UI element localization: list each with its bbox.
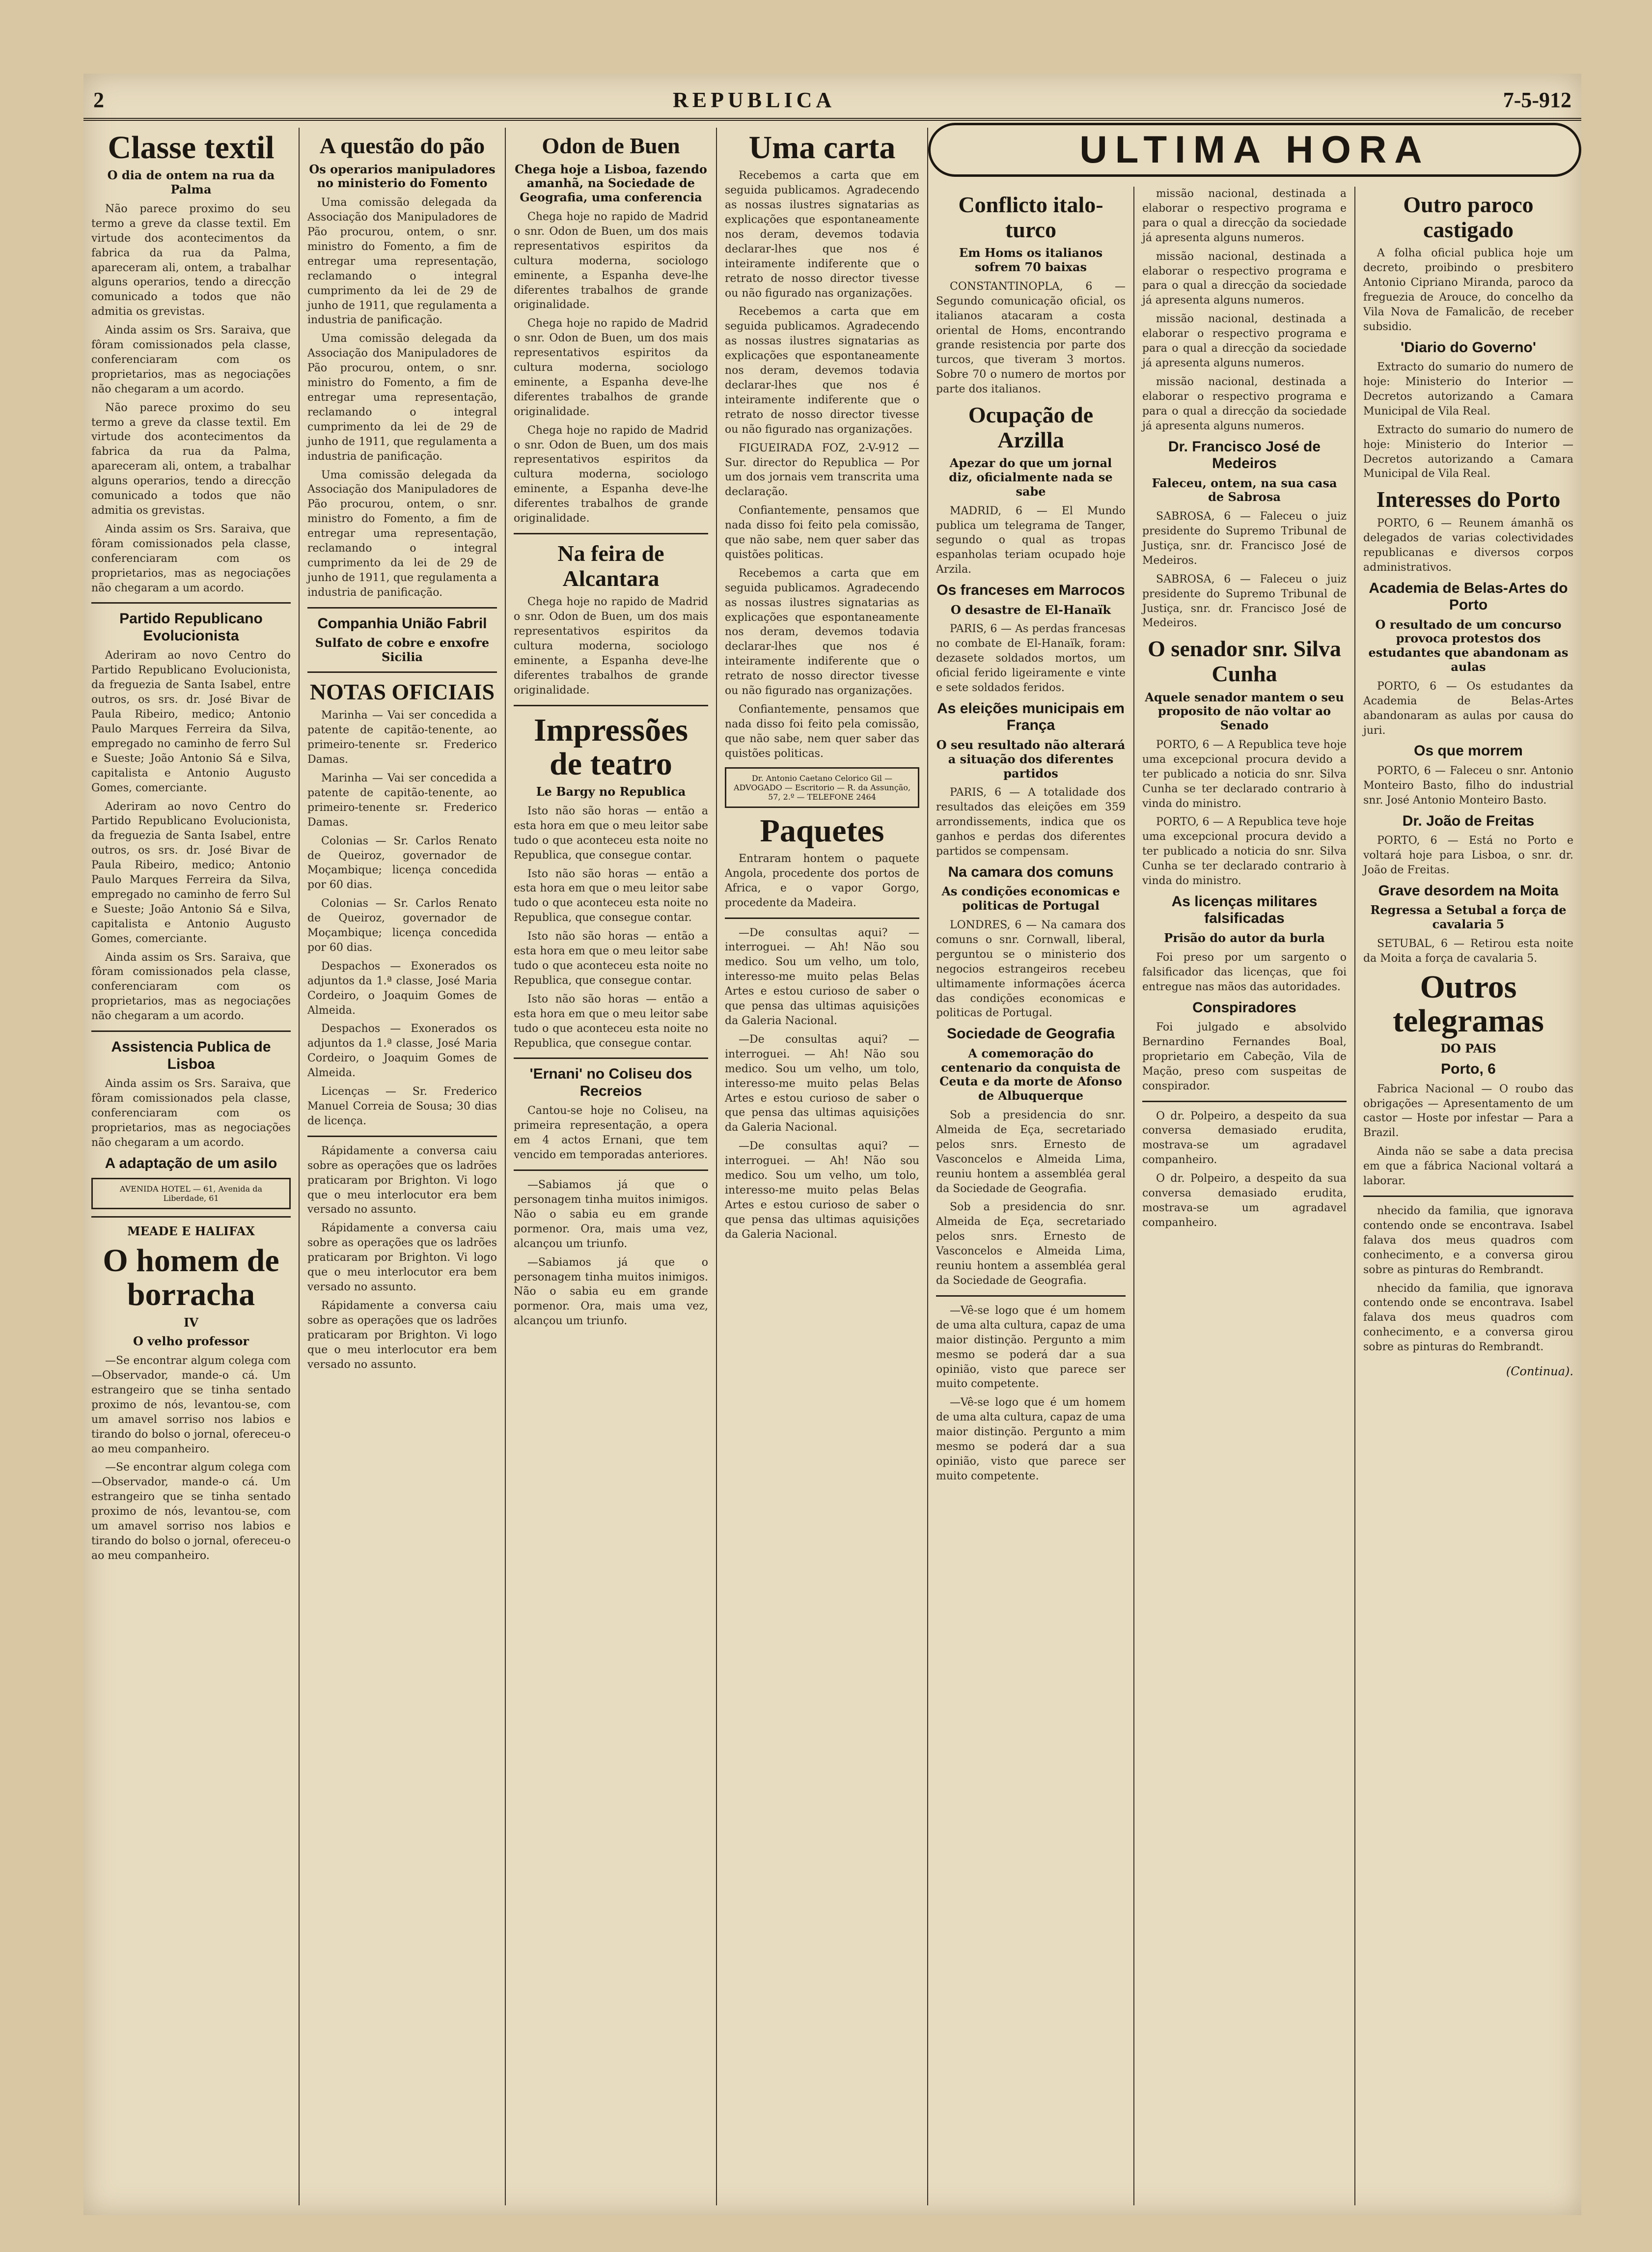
continua-note: (Continua). xyxy=(1506,1364,1573,1379)
headline-conspiradores: Conspiradores xyxy=(1192,999,1296,1016)
paragraph: missão nacional, destinada a elaborar o respectivo programa e para o qual a direcção da sociedade já apresenta alguns numeros. xyxy=(1142,313,1347,369)
paragraph: Isto não são horas — então a esta hora em que o meu leitor sabe tudo o que aconteceu esta noite no Republica, que consegue contar. xyxy=(514,993,708,1050)
paragraph: PARIS, 6 — A totalidade dos resultados das eleições em 359 arrondissements, indica que os ganhos e perdas dos diferentes partidos se compensam. xyxy=(936,786,1126,858)
paragraph: —Sabiamos já que o personagem tinha muitos inimigos. Não o sabia eu em grande pormenor. Ora, mais uma vez, alcançou um triunfo. xyxy=(514,1256,708,1328)
subhead: A comemoração do centenario da conquista de Ceuta e da morte de Afonso de Albuquerque xyxy=(939,1046,1122,1103)
column-7 xyxy=(1355,187,1581,2205)
divider xyxy=(307,671,497,673)
divider xyxy=(725,917,919,919)
divider xyxy=(91,602,291,604)
headline-paquetes: Paquetes xyxy=(760,812,884,849)
divider xyxy=(514,1057,708,1059)
paragraph: Ainda assim os Srs. Saraiva, que fôram comissionados pela classe, conferenciaram com os proprietarios, mas as negociações não chegaram a um acordo. xyxy=(91,951,291,1023)
paragraph: Ainda não se sabe a data precisa em que a fábrica Nacional voltará a laborar. xyxy=(1363,1145,1573,1188)
paragraph: Marinha — Vai ser concedida a patente de capitão-tenente, ao primeiro-tenente sr. Frederico Damas. xyxy=(307,772,497,829)
headline-asilo: A adaptação de um asilo xyxy=(105,1155,277,1171)
divider xyxy=(307,607,497,609)
headline-diario-governo: 'Diario do Governo' xyxy=(1401,339,1536,356)
folhetim-authors: MEADE E HALIFAX xyxy=(127,1224,255,1239)
paragraph: —De consultas aqui? — interroguei. — Ah! Não sou medico. Sou um velho, um tolo, interesso-me muito pelas Belas Artes e estou curioso de saber o que pensa das ultimas aquisições da Galeria Nacional. xyxy=(725,926,919,1027)
paragraph: PORTO, 6 — A Republica teve hoje uma excepcional procura devido a ter publicado a noticia do snr. Silva Cunha se ter declarado contrario à vinda do ministro. xyxy=(1142,738,1347,810)
paragraph: Confiantemente, pensamos que nada disso foi feito pela comissão, que não sabe, nem quer saber das quistões politicas. xyxy=(725,504,919,561)
paragraph: Licenças — Sr. Frederico Manuel Correia de Sousa; 30 dias de licença. xyxy=(307,1085,497,1127)
paragraph: PORTO, 6 — Faleceu o snr. Antonio Monteiro Basto, filho do industrial snr. José Antonio Monteiro Basto. xyxy=(1363,764,1573,806)
paragraph: Confiantemente, pensamos que nada disso foi feito pela comissão, que não sabe, nem quer saber das quistões politicas. xyxy=(725,703,919,760)
chapter-number: IV xyxy=(184,1315,198,1330)
paragraph: Fabrica Nacional — O roubo das obrigações — Apresentamento de um castor — Hoste por infestar — Para a Brazil. xyxy=(1363,1083,1573,1140)
paragraph: Isto não são horas — então a esta hora em que o meu leitor sabe tudo o que aconteceu esta noite no Republica, que consegue contar. xyxy=(514,930,708,987)
paragraph: —De consultas aqui? — interroguei. — Ah! Não sou medico. Sou um velho, um tolo, interesso-me muito pelas Belas Artes e estou curioso de saber o que pensa das ultimas aquisições da Galeria Nacional. xyxy=(725,1140,919,1241)
headline-licencas: As licenças militares falsificadas xyxy=(1171,893,1318,927)
headline-joao-freitas: Dr. João de Freitas xyxy=(1402,812,1535,829)
paragraph: Ainda assim os Srs. Saraiva, que fôram comissionados pela classe, conferenciaram com os proprietarios, mas as negociações não chegaram a um acordo. xyxy=(91,324,291,395)
paragraph: Recebemos a carta que em seguida publicamos. Agradecendo as nossas ilustres signatarias as explicações que espontaneamente nos deram, devemos todavia declarar-lhes que nos é inteiramente indiferente que o retrato de nosso director tivesse ou não figurado nas organizações. xyxy=(725,169,919,300)
ultima-hora-banner: ULTIMA HORA xyxy=(928,123,1581,177)
paragraph: Uma comissão delegada da Associação dos Manipuladores de Pão procurou, ontem, o snr. ministro do Fomento, a fim de entregar uma representação, reclamando o integral cumprimento da lei de 29 de junho de 1911, que regulamenta a industria de panificação. xyxy=(307,333,497,463)
paragraph: FIGUEIRADA FOZ, 2-V-912 — Sur. director do Republica — Por um dos jornais vem transcrita uma declaração. xyxy=(725,442,919,499)
paragraph: —Vê-se logo que é um homem de uma alta cultura, capaz de uma maior distinção. Pergunto a mim mesmo se poderá dar a sua opinião, visto que parece ser muito competente. xyxy=(936,1304,1126,1390)
subhead: O dia de ontem na rua da Palma xyxy=(107,168,275,197)
headline-conflicto: Conflicto italo-turco xyxy=(958,192,1103,242)
divider xyxy=(514,1169,708,1171)
subhead: Prisão do autor da burla xyxy=(1164,930,1325,945)
paragraph: Foi julgado e absolvido Bernardino Fernandes Boal, proprietario em Cabeção, Vila de Mação, preso com suspeitas de conspirador. xyxy=(1142,1021,1347,1092)
paragraph: Extracto do sumario do numero de hoje: Ministerio do Interior — Decretos autorizando a Camara Municipal de Vila Real. xyxy=(1363,361,1573,417)
paragraph: CONSTANTINOPLA, 6 — Segundo comunicação oficial, os italianos atacaram a costa oriental de Homs, encontrando grande resistencia por parte dos turcos, que tiveram 3 mortos. Sobre 70 o numero de mortos por parte dos italianos. xyxy=(936,280,1126,396)
subhead: O seu resultado não alterará a situação dos diferentes partidos xyxy=(936,737,1126,780)
paragraph: Sob a presidencia do snr. Almeida de Eça, secretariado pelos snrs. Ernesto de Vasconcelos e Almeida Lima, reuniu hontem a assembléa geral da Sociedade de Geografia. xyxy=(936,1109,1126,1195)
paragraph: Marinha — Vai ser concedida a patente de capitão-tenente, ao primeiro-tenente sr. Frederico Damas. xyxy=(307,709,497,766)
paragraph: Chega hoje no rapido de Madrid o snr. Odon de Buen, um dos mais representativos espiritos da cultura moderna, sociologo eminente, a Espanha deve-lhe diferentes trabalhos de grande originalidade. xyxy=(514,596,708,696)
subhead: Le Bargy no Republica xyxy=(536,784,686,799)
paragraph: —Se encontrar algum colega com—Observador, mande-o cá. Um estrangeiro que se tinha sentado proximo de nós, levantou-se, com um amavel sorriso nos labios e tirando do bolso o jornal, ofereceu-o ao meu companheiro. xyxy=(91,1355,291,1455)
subhead: Os operarios manipuladores no ministerio do Fomento xyxy=(309,162,496,191)
paragraph: Recebemos a carta que em seguida publicamos. Agradecendo as nossas ilustres signatarias as explicações que espontaneamente nos deram, devemos todavia declarar-lhes que nos é inteiramente indiferente que o retrato de nosso director tivesse ou não figurado nas organizações. xyxy=(725,567,919,697)
paragraph: SABROSA, 6 — Faleceu o juiz presidente do Supremo Tribunal de Justiça, snr. dr. Francisco José de Medeiros. xyxy=(1142,573,1347,630)
paragraph: Aderiram ao novo Centro do Partido Republicano Evolucionista, da freguezia de Santa Isabel, entre outros, os srs. dr. José Bivar de Paula Ribeiro, medico; Antonio Paulo Marques Ferreira da Silva, empregado no caminho de ferro Sul e Sueste; João Antonio Sá e Silva, capitalista e Antonio Augusto Gomes, comerciante. xyxy=(91,649,291,794)
paragraph: PORTO, 6 — A Republica teve hoje uma excepcional procura devido a ter publicado a noticia do snr. Silva Cunha se ter declarado contrario à vinda do ministro. xyxy=(1142,816,1347,888)
divider xyxy=(1363,1196,1573,1197)
headline-assistencia: Assistencia Publica de Lisboa xyxy=(111,1039,271,1072)
headline-partido: Partido Republicano Evolucionista xyxy=(119,611,263,644)
paragraph: O dr. Polpeiro, a despeito da sua conversa demasiado erudita, mostrava-se um agradavel companheiro. xyxy=(1142,1172,1347,1229)
chapter-title: O velho professor xyxy=(133,1334,249,1349)
paragraph: Uma comissão delegada da Associação dos Manipuladores de Pão procurou, ontem, o snr. ministro do Fomento, a fim de entregar uma representação, reclamando o integral cumprimento da lei de 29 de junho de 1911, que regulamenta a industria de panificação. xyxy=(307,469,497,599)
masthead xyxy=(83,83,1581,121)
paragraph: PORTO, 6 — Os estudantes da Academia de Belas-Artes abandonaram as aulas por causa do juri. xyxy=(1363,680,1573,737)
paragraph: Despachos — Exonerados os adjuntos da 1.ª classe, José Maria Cordeiro, o Joaquim Gomes de Almeida. xyxy=(307,960,497,1017)
paragraph: Não parece proximo do seu termo a greve da classe textil. Em virtude dos acontecimentos da fabrica da rua da Palma, apareceram ali, ontem, a trabalhar alguns operarios, tendo a direcção comunicado a todos que não admitia os grevistas. xyxy=(91,401,291,517)
divider xyxy=(514,705,708,706)
headline-interesses-porto: Interesses do Porto xyxy=(1376,487,1561,512)
headline-homem-borracha: O homem de borracha xyxy=(103,1242,279,1313)
subhead: O desastre de El-Hanaïk xyxy=(951,602,1111,617)
column-1 xyxy=(83,128,300,2205)
paragraph: —De consultas aqui? — interroguei. — Ah! Não sou medico. Sou um velho, um tolo, interesso-me muito pelas Belas Artes e estou curioso de saber o que pensa das ultimas aquisições da Galeria Nacional. xyxy=(725,1033,919,1134)
headline-comuns: Na camara dos comuns xyxy=(948,863,1114,880)
headline-feira-alcantara: Na feira de Alcantara xyxy=(557,541,664,591)
paragraph: Isto não são horas — então a esta hora em que o meu leitor sabe tudo o que aconteceu esta noite no Republica, que consegue contar. xyxy=(514,867,708,924)
divider xyxy=(514,533,708,534)
subhead: O resultado de um concurso provoca protestos dos estudantes que abandonam as aulas xyxy=(1368,617,1569,674)
headline-sociedade-geografia: Sociedade de Geografia xyxy=(947,1026,1115,1042)
headline-franceses: Os franceses em Marrocos xyxy=(936,582,1125,599)
newspaper-page xyxy=(83,74,1581,2215)
headline-impressoes-teatro: Impressões de teatro xyxy=(533,712,688,782)
paragraph: O dr. Polpeiro, a despeito da sua conversa demasiado erudita, mostrava-se um agradavel companheiro. xyxy=(1142,1110,1347,1167)
subhead: Regressa a Setubal a força de cavalaria 5 xyxy=(1370,903,1567,932)
newspaper-name: REPUBLICA xyxy=(673,88,836,112)
paragraph: Recebemos a carta que em seguida publicamos. Agradecendo as nossas ilustres signatarias as explicações que espontaneamente nos deram, devemos todavia declarar-lhes que nos é inteiramente indiferente que o retrato de nosso director tivesse ou não figurado nas organizações. xyxy=(725,306,919,436)
headline-outros-telegramas: Outros telegramas xyxy=(1393,969,1544,1039)
paragraph: Cantou-se hoje no Coliseu, na primeira representação, a opera em 4 actos Ernani, que tem vencido em temporadas anteriores. xyxy=(514,1105,708,1162)
paragraph: nhecido da familia, que ignorava contendo onde se encontrava. Isabel falava dos meus quadros com conhecimento, e a conversa girou sobre as pinturas do Rembrandt. xyxy=(1363,1204,1573,1276)
paragraph: Despachos — Exonerados os adjuntos da 1.ª classe, José Maria Cordeiro, o Joaquim Gomes de Almeida. xyxy=(307,1023,497,1080)
paragraph: Extracto do sumario do numero de hoje: Ministerio do Interior — Decretos autorizando a Camara Municipal de Vila Real. xyxy=(1363,423,1573,480)
paragraph: Chega hoje no rapido de Madrid o snr. Odon de Buen, um dos mais representativos espiritos da cultura moderna, sociologo eminente, a Espanha deve-lhe diferentes trabalhos de grande originalidade. xyxy=(514,424,708,525)
paragraph: SETUBAL, 6 — Retirou esta noite da Moita a força de cavalaria 5. xyxy=(1363,937,1573,965)
subhead: Sulfato de cobre e enxofre Sicilia xyxy=(315,636,490,664)
paragraph: PORTO, 6 — Está no Porto e voltará hoje para Lisboa, o snr. dr. João de Freitas. xyxy=(1363,834,1573,876)
headline-academia: Academia de Belas-Artes do Porto xyxy=(1369,580,1568,613)
dateline-porto: Porto, 6 xyxy=(1441,1061,1496,1078)
divider xyxy=(91,1030,291,1032)
column-3 xyxy=(506,128,717,2205)
paragraph: nhecido da familia, que ignorava contendo onde se encontrava. Isabel falava dos meus quadros com conhecimento, e a conversa girou sobre as pinturas do Rembrandt. xyxy=(1363,1282,1573,1354)
subhead: Apezar do que um jornal diz, oficialmente nada se sabe xyxy=(949,456,1113,499)
subhead: As condições economicas e politicas de Portugal xyxy=(941,884,1120,913)
paragraph: LONDRES, 6 — Na camara dos comuns o snr. Cornwall, liberal, perguntou se o ministerio dos negocios estrangeiros recebeu ultimamente informações ácerca das condições economicas e politicas de Portugal. xyxy=(936,918,1126,1020)
headline-odon-de-buen: Odon de Buen xyxy=(542,133,680,158)
headline-companhia: Companhia União Fabril xyxy=(317,615,487,632)
paragraph: Foi preso por um sargento o falsificador das licenças, que foi entregue nas mãos das autoridades. xyxy=(1142,951,1347,993)
issue-date: 7-5-912 xyxy=(1503,88,1571,112)
page-number: 2 xyxy=(93,88,104,112)
paragraph: Rápidamente a conversa caiu sobre as operações que os ladrões praticaram por Brighton. Vi logo que o meu interlocutor era bem versado no assunto. xyxy=(307,1144,497,1216)
headline-uma-carta: Uma carta xyxy=(748,130,896,166)
column-5 xyxy=(928,187,1134,2205)
paragraph: missão nacional, destinada a elaborar o respectivo programa e para o qual a direcção da sociedade já apresenta alguns numeros. xyxy=(1142,375,1347,432)
paragraph: A folha oficial publica hoje um decreto, proibindo o presbitero Antonio Cipriano Miranda, paroco da freguezia de Arouce, do concelho da Vila Nova de Famalicão, de receber subsidio. xyxy=(1363,247,1573,333)
paragraph: Colonias — Sr. Carlos Renato de Queiroz, governador de Moçambique; licença concedida por 60 dias. xyxy=(307,897,497,954)
column-2 xyxy=(300,128,506,2205)
headline-notas-oficiais: NOTAS OFICIAIS xyxy=(309,679,495,704)
column-4 xyxy=(717,128,928,2205)
paragraph: PARIS, 6 — As perdas francesas no combate de El-Hanaïk, foram: dezasete soldados mortos, um oficial ferido ligeiramente e vinte e sete soldados feridos. xyxy=(936,623,1126,695)
headline-classe-textil: Classe textil xyxy=(108,130,275,166)
paragraph: Ainda assim os Srs. Saraiva, que fôram comissionados pela classe, conferenciaram com os proprietarios, mas as negociações não chegaram a um acordo. xyxy=(91,1078,291,1149)
headline-paroco: Outro paroco castigado xyxy=(1403,192,1534,242)
headline-ernani: 'Ernani' no Coliseu dos Recreios xyxy=(529,1066,692,1099)
paragraph: Rápidamente a conversa caiu sobre as operações que os ladrões praticaram por Brighton. Vi logo que o meu interlocutor era bem versado no assunto. xyxy=(307,1299,497,1371)
paragraph: SABROSA, 6 — Faleceu o juiz presidente do Supremo Tribunal de Justiça, snr. dr. Francisco José de Medeiros. xyxy=(1142,510,1347,567)
paragraph: —Sabiamos já que o personagem tinha muitos inimigos. Não o sabia eu em grande pormenor. Ora, mais uma vez, alcançou um triunfo. xyxy=(514,1179,708,1250)
divider xyxy=(91,1216,291,1218)
paragraph: Uma comissão delegada da Associação dos Manipuladores de Pão procurou, ontem, o snr. ministro do Fomento, a fim de entregar uma representação, reclamando o integral cumprimento da lei de 29 de junho de 1911, que regulamenta a industria de panificação. xyxy=(307,196,497,327)
advertisement xyxy=(725,767,919,808)
subhead: Em Homs os italianos sofrem 70 baixas xyxy=(959,246,1103,274)
paragraph: MADRID, 6 — El Mundo publica um telegrama de Tanger, segundo o qual as tropas espanholas teriam ocupado hoje Arzila. xyxy=(936,504,1126,576)
paragraph: PORTO, 6 — Reunem ámanhã os delegados de varias colectividades republicanas e diversos corpos administrativos. xyxy=(1363,517,1573,574)
paragraph: Isto não são horas — então a esta hora em que o meu leitor sabe tudo o que aconteceu esta noite no Republica, que consegue contar. xyxy=(514,805,708,862)
paragraph: Ainda assim os Srs. Saraiva, que fôram comissionados pela classe, conferenciaram com os proprietarios, mas as negociações não chegaram a um acordo. xyxy=(91,523,291,594)
column-6 xyxy=(1134,187,1355,2205)
ad-text: Dr. Antonio Caetano Celorico Gil — ADVOGADO — Escritorio — R. da Assunção, 57, 2.º — TELEFONE 2464 xyxy=(733,773,911,802)
paragraph: —Se encontrar algum colega com—Observador, mande-o cá. Um estrangeiro que se tinha sentado proximo de nós, levantou-se, com um amavel sorriso nos labios e tirando do bolso o jornal, ofereceu-o ao meu companheiro. xyxy=(91,1461,291,1562)
divider xyxy=(936,1295,1126,1297)
paragraph: —Vê-se logo que é um homem de uma alta cultura, capaz de uma maior distinção. Pergunto a mim mesmo se poderá dar a sua opinião, visto que parece ser muito competente. xyxy=(936,1396,1126,1482)
paragraph: missão nacional, destinada a elaborar o respectivo programa e para o qual a direcção da sociedade já apresenta alguns numeros. xyxy=(1142,250,1347,307)
headline-os-que-morrem: Os que morrem xyxy=(1414,743,1523,759)
subhead: Chega hoje a Lisboa, fazendo amanhã, na Sociedade de Geografia, uma conferencia xyxy=(515,162,707,205)
headline-eleicoes: As eleições municipais em França xyxy=(937,700,1125,734)
paragraph: Chega hoje no rapido de Madrid o snr. Odon de Buen, um dos mais representativos espiritos da cultura moderna, sociologo eminente, a Espanha deve-lhe diferentes trabalhos de grande originalidade. xyxy=(514,210,708,311)
paragraph: Colonias — Sr. Carlos Renato de Queiroz, governador de Moçambique; licença concedida por 60 dias. xyxy=(307,834,497,891)
headline-silva-cunha: O senador snr. Silva Cunha xyxy=(1148,636,1341,686)
paragraph: Aderiram ao novo Centro do Partido Republicano Evolucionista, da freguezia de Santa Isabel, entre outros, os srs. dr. José Bivar de Paula Ribeiro, medico; Antonio Paulo Marques Ferreira da Silva, empregado no caminho de ferro Sul e Sueste; João Antonio Sá e Silva, capitalista e Antonio Augusto Gomes, comerciante. xyxy=(91,800,291,945)
paragraph: Rápidamente a conversa caiu sobre as operações que os ladrões praticaram por Brighton. Vi logo que o meu interlocutor era bem versado no assunto. xyxy=(307,1222,497,1293)
headline-questao-pao: A questão do pão xyxy=(319,133,485,158)
subhead: DO PAIS xyxy=(1440,1041,1496,1056)
paragraph: missão nacional, destinada a elaborar o respectivo programa e para o qual a direcção da sociedade já apresenta alguns numeros. xyxy=(1142,188,1347,244)
headline-moita: Grave desordem na Moita xyxy=(1378,882,1559,899)
ad-text: AVENIDA HOTEL — 61, Avenida da Liberdade, 61 xyxy=(119,1184,262,1203)
headline-medeiros: Dr. Francisco José de Medeiros xyxy=(1168,438,1321,472)
paragraph: Não parece proximo do seu termo a greve da classe textil. Em virtude dos acontecimentos da fabrica da rua da Palma, apareceram ali, ontem, a trabalhar alguns operarios, tendo a direcção comunicado a todos que não admitia os grevistas. xyxy=(91,202,291,318)
subhead: Aquele senador mantem o seu proposito de não voltar ao Senado xyxy=(1145,690,1344,733)
advertisement xyxy=(91,1178,291,1209)
divider xyxy=(1142,1101,1347,1102)
divider xyxy=(307,1136,497,1137)
paragraph: Entraram hontem o paquete Angola, procedente dos portos de Africa, e o vapor Gorgo, procedente da Madeira. xyxy=(725,852,919,909)
subhead: Faleceu, ontem, na sua casa de Sabrosa xyxy=(1152,475,1337,504)
paragraph: Chega hoje no rapido de Madrid o snr. Odon de Buen, um dos mais representativos espiritos da cultura moderna, sociologo eminente, a Espanha deve-lhe diferentes trabalhos de grande originalidade. xyxy=(514,317,708,418)
paragraph: Sob a presidencia do snr. Almeida de Eça, secretariado pelos snrs. Ernesto de Vasconcelos e Almeida Lima, reuniu hontem a assembléa geral da Sociedade de Geografia. xyxy=(936,1201,1126,1287)
headline-arzilla: Ocupação de Arzilla xyxy=(968,402,1094,452)
